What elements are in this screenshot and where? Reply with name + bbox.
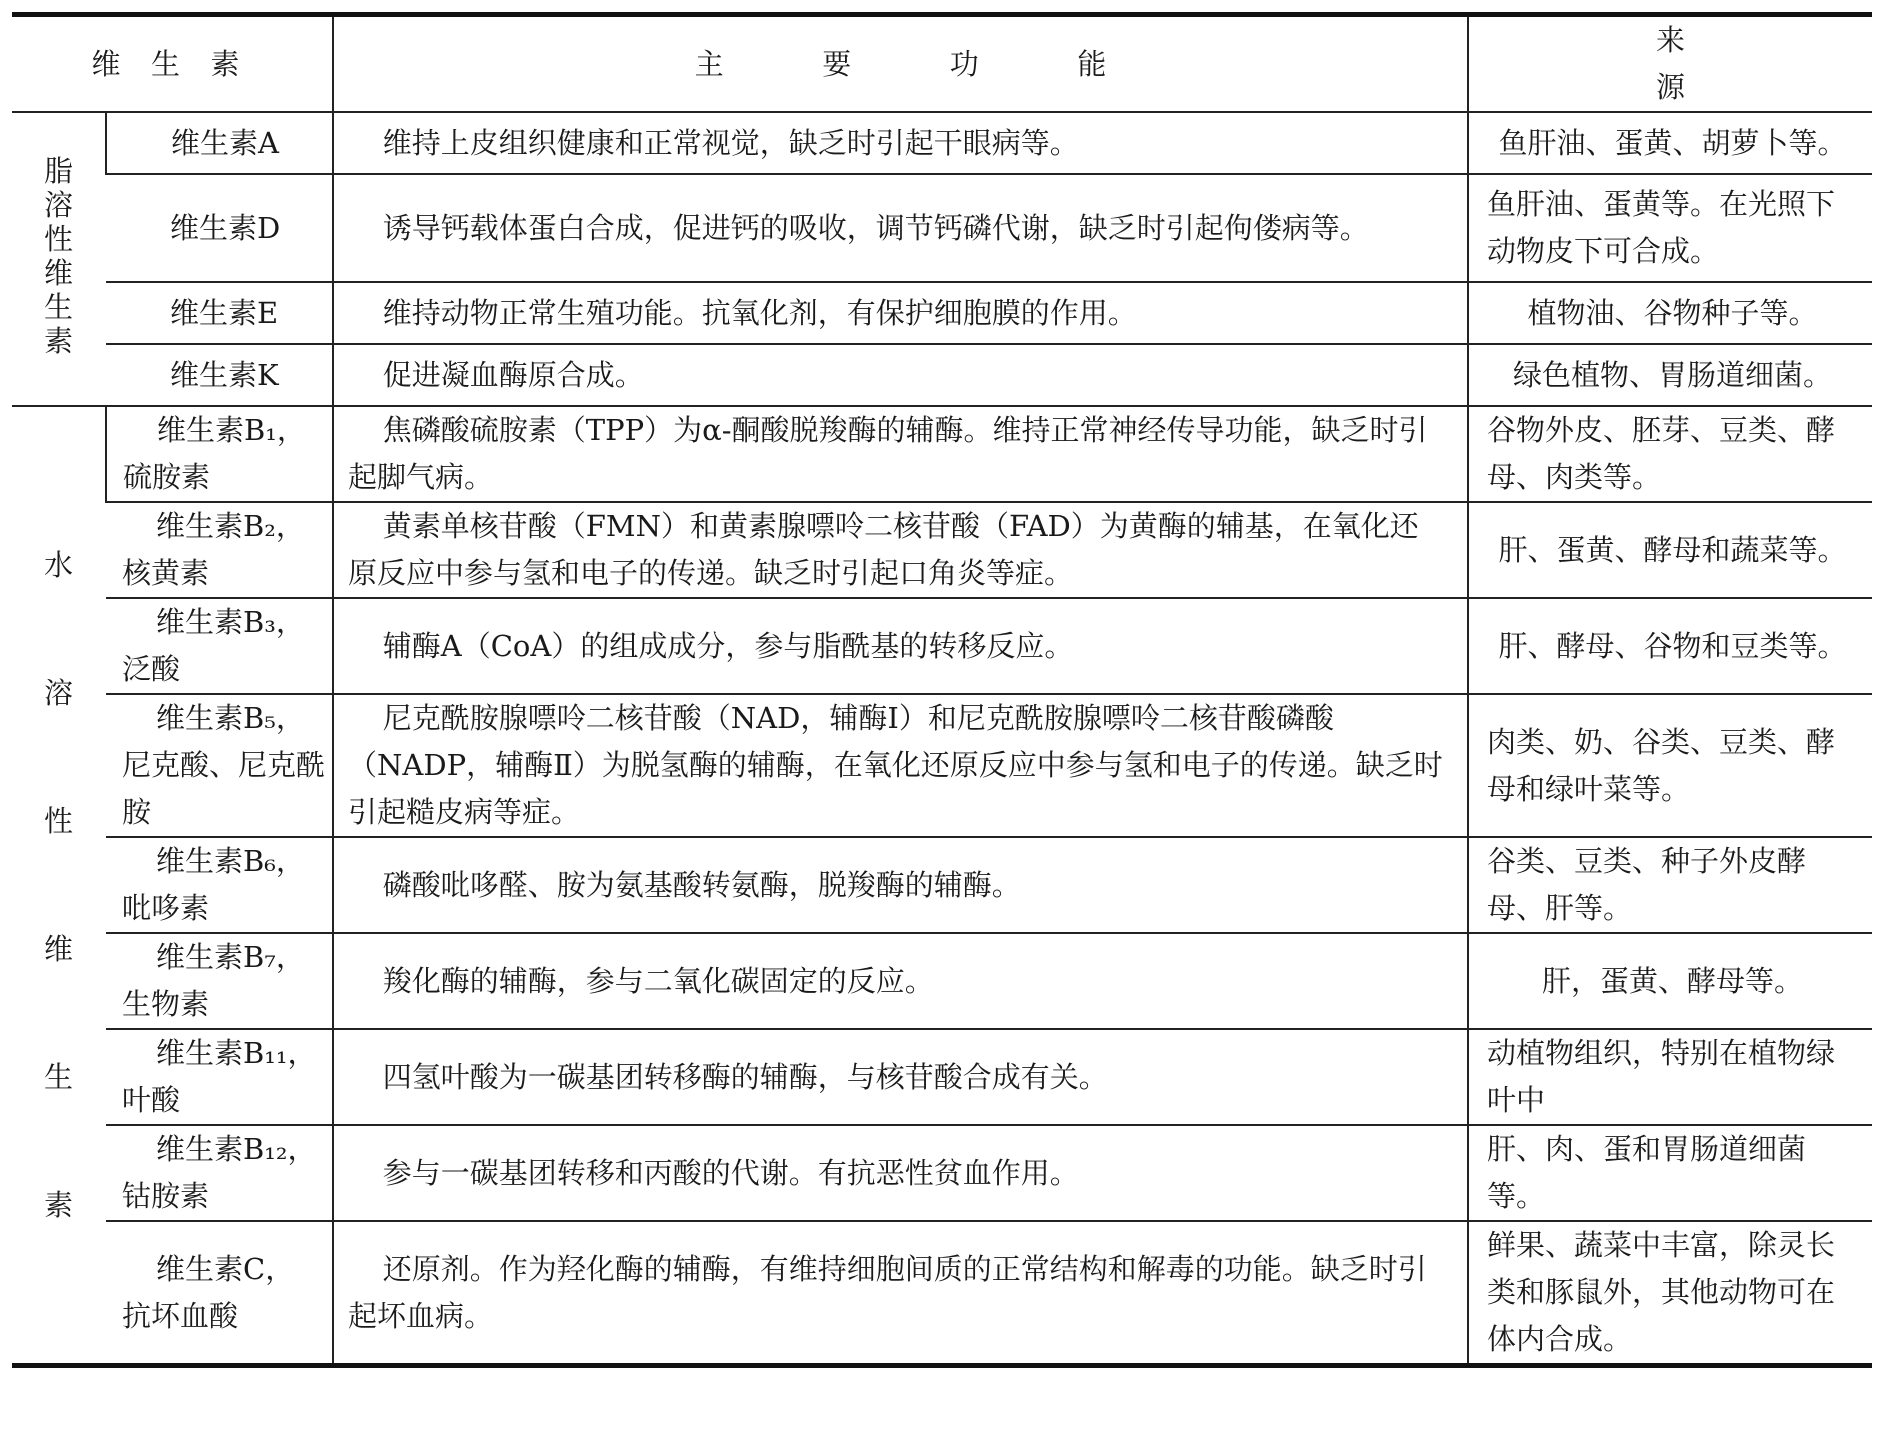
vitamin-alias: 吡哆素 <box>122 891 210 925</box>
vitamin-source: 植物油、谷物种子等。 <box>1468 282 1872 344</box>
vitamin-alias: 核黄素 <box>122 556 210 590</box>
vitamin-table <box>12 12 1872 1368</box>
vitamin-alias: 抗坏血酸 <box>122 1298 239 1333</box>
vitamin-name: 维生素B₁， 硫胺素 <box>106 406 333 502</box>
group-fat-soluble <box>12 112 106 406</box>
vitamin-source: 动植物组织，特别在植物绿叶中 <box>1468 1029 1872 1125</box>
table-row <box>12 502 1872 598</box>
vitamin-name: 维生素B₆， 吡哆素 <box>106 837 333 933</box>
vitamin-function: 尼克酰胺腺嘌呤二核苷酸（NAD，辅酶Ⅰ）和尼克酰胺腺嘌呤二核苷酸磷酸（NADP，辅酶Ⅱ）为脱氢酶的辅酶，在氧化还原反应中参与氢和电子的传递。缺乏时引起糙皮病等症。 <box>333 694 1468 837</box>
vitamin-name: 维生素E <box>106 282 333 344</box>
table-row <box>12 933 1872 1029</box>
table-row <box>12 406 1872 502</box>
vitamin-function: 促进凝血酶原合成。 <box>333 344 1468 406</box>
vitamin-function: 维持上皮组织健康和正常视觉，缺乏时引起干眼病等。 <box>333 112 1468 174</box>
vitamin-name: 维生素A <box>106 112 333 174</box>
vitamin-function: 还原剂。作为羟化酶的辅酶，有维持细胞间质的正常结构和解毒的功能。缺乏时引起坏血病。 <box>333 1221 1468 1366</box>
group-water-soluble <box>12 406 106 1366</box>
vitamin-alias: 钴胺素 <box>122 1179 210 1213</box>
vitamin-source: 谷物外皮、胚芽、豆类、酵母、肉类等。 <box>1468 406 1872 502</box>
group-label: 脂溶性维生素 <box>43 153 73 358</box>
vitamin-name: 维生素K <box>106 344 333 406</box>
table-row <box>12 112 1872 174</box>
vitamin-name: 维生素B₇， 生物素 <box>106 933 333 1029</box>
vitamin-name: 维生素B₁₂， 钴胺素 <box>106 1125 333 1221</box>
header-function: 主要功能 <box>333 15 1468 113</box>
vitamin-function: 诱导钙载体蛋白合成，促进钙的吸收，调节钙磷代谢，缺乏时引起佝偻病等。 <box>333 174 1468 282</box>
vitamin-name: 维生素B₃， 泛酸 <box>106 598 333 694</box>
table-row <box>12 598 1872 694</box>
vitamin-alias: 叶酸 <box>122 1083 181 1117</box>
vitamin-function: 黄素单核苷酸（FMN）和黄素腺嘌呤二核苷酸（FAD）为黄酶的辅基，在氧化还原反应中参与氢和电子的传递。缺乏时引起口角炎等症。 <box>333 502 1468 598</box>
vitamin-function: 参与一碳基团转移和丙酸的代谢。有抗恶性贫血作用。 <box>333 1125 1468 1221</box>
vitamin-name: 维生素D <box>106 174 333 282</box>
vitamin-function: 磷酸吡哆醛、胺为氨基酸转氨酶，脱羧酶的辅酶。 <box>333 837 1468 933</box>
table-row <box>12 174 1872 282</box>
vitamin-name: 维生素B₅， 尼克酸、尼克酰胺 <box>106 694 333 837</box>
table-row <box>12 344 1872 406</box>
vitamin-source: 肝、肉、蛋和胃肠道细菌等。 <box>1468 1125 1872 1221</box>
vitamin-source: 肝、酵母、谷物和豆类等。 <box>1468 598 1872 694</box>
vitamin-alias: 硫胺素 <box>123 460 211 494</box>
table-row <box>12 837 1872 933</box>
vitamin-function: 焦磷酸硫胺素（TPP）为α-酮酸脱羧酶的辅酶。维持正常神经传导功能，缺乏时引起脚气病。 <box>333 406 1468 502</box>
vitamin-source: 谷类、豆类、种子外皮酵母、肝等。 <box>1468 837 1872 933</box>
header-row <box>12 15 1872 113</box>
vitamin-function: 羧化酶的辅酶，参与二氧化碳固定的反应。 <box>333 933 1468 1029</box>
vitamin-source: 肝、蛋黄、酵母和蔬菜等。 <box>1468 502 1872 598</box>
table-row <box>12 1125 1872 1221</box>
header-source: 来源 <box>1468 15 1872 113</box>
table-row <box>12 1029 1872 1125</box>
vitamin-name: 维生素B₂， 核黄素 <box>106 502 333 598</box>
vitamin-source: 鱼肝油、蛋黄、胡萝卜等。 <box>1468 112 1872 174</box>
group-label: 水溶性维生素 <box>43 548 73 1222</box>
vitamin-source: 肝，蛋黄、酵母等。 <box>1468 933 1872 1029</box>
vitamin-function: 四氢叶酸为一碳基团转移酶的辅酶，与核苷酸合成有关。 <box>333 1029 1468 1125</box>
table-row <box>12 694 1872 837</box>
vitamin-source: 绿色植物、胃肠道细菌。 <box>1468 344 1872 406</box>
vitamin-name: 维生素C， 抗坏血酸 <box>106 1221 333 1366</box>
vitamin-source: 鱼肝油、蛋黄等。在光照下动物皮下可合成。 <box>1468 174 1872 282</box>
vitamin-source: 肉类、奶、谷类、豆类、酵母和绿叶菜等。 <box>1468 694 1872 837</box>
table-row <box>12 1221 1872 1366</box>
table-row <box>12 282 1872 344</box>
header-vitamin: 维生素 <box>91 46 270 81</box>
vitamin-source: 鲜果、蔬菜中丰富，除灵长类和豚鼠外，其他动物可在体内合成。 <box>1468 1221 1872 1366</box>
vitamin-alias: 泛酸 <box>122 652 181 686</box>
vitamin-function: 辅酶A（CoA）的组成成分，参与脂酰基的转移反应。 <box>333 598 1468 694</box>
vitamin-alias: 尼克酸、尼克酰胺 <box>122 748 326 829</box>
vitamin-name: 维生素B₁₁， 叶酸 <box>106 1029 333 1125</box>
vitamin-function: 维持动物正常生殖功能。抗氧化剂，有保护细胞膜的作用。 <box>333 282 1468 344</box>
vitamin-alias: 生物素 <box>122 987 210 1021</box>
